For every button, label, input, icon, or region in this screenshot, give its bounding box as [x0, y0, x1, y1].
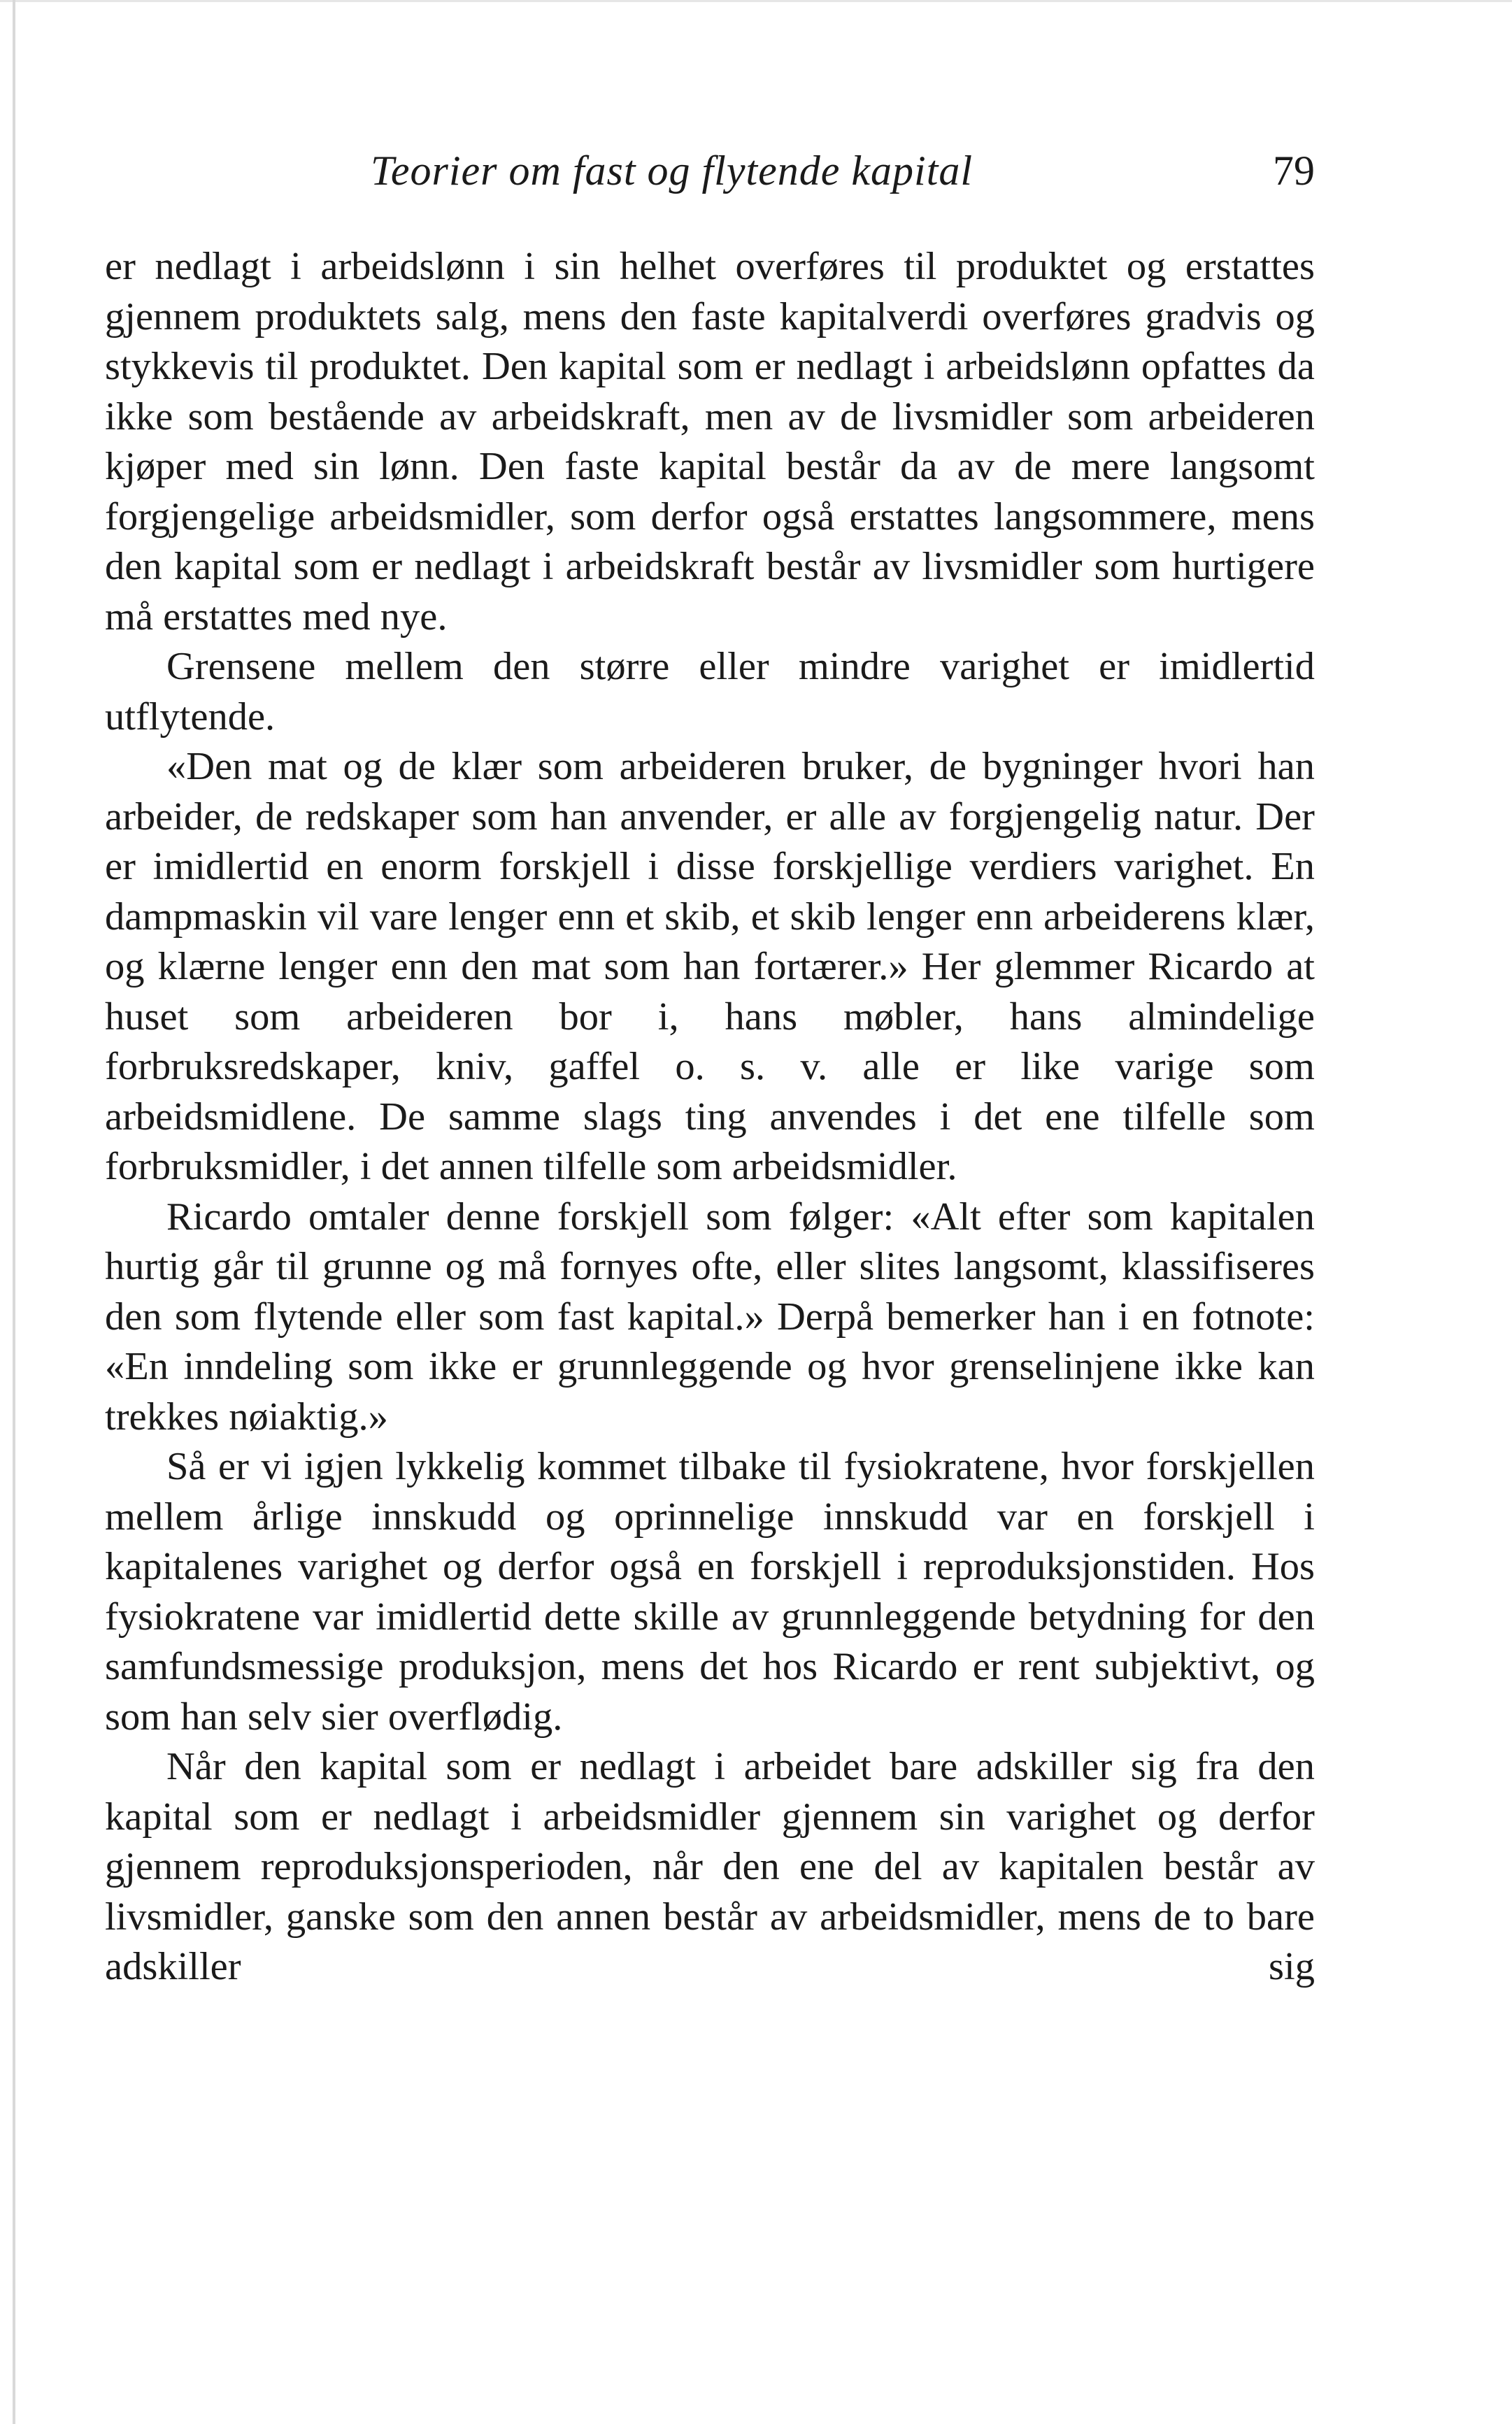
paragraph: «Den mat og de klær som arbeideren bruker, de bygninger hvori han arbeider, de redskaper som han anvender, er alle av forgjengelig natur. Der er imidlertid en enorm forskjell i disse forskjellige verdiers varighet. En dampmaskin vil vare lenger enn et skib, et skib lenger enn arbeiderens klær, og klærne lenger enn den mat som han fortærer.» Her glemmer Ricardo at huset som arbeideren bor i, hans møbler, hans almindelige forbruksredskaper, kniv, gaffel o. s. v. alle er like varige som arbeidsmidlene. De samme slags ting anvendes i det ene tilfelle som forbruksmidler, i det annen tilfelle som arbeidsmidler.: [105, 745, 1315, 1188]
paragraph: Ricardo omtaler denne forskjell som følger: «Alt efter som kapitalen hurtig går til grunne og må fornyes ofte, eller slites langsomt, klassifiseres den som flytende eller som fast kapital.» Derpå bemerker han i en fotnote: «En inndeling som ikke er grunnleggende og hvor grenselinjene ikke kan trekkes nøiaktig.»: [105, 1195, 1315, 1439]
running-title: Teorier om fast og flytende kapital: [371, 148, 973, 194]
paragraph-last: Når den kapital som er nedlagt i arbeidet bare adskiller sig fra den kapital som er nedlagt i arbeidsmidler gjennem sin varighet og derfor gjennem reproduksjonsperioden, når den ene del av kapitalen består av livsmidler, ganske som den annen består av arbeidsmidler, mens de to bare adskiller sig: [105, 1745, 1315, 1988]
page-number: 79: [1273, 148, 1315, 194]
paragraph: Grensene mellem den større eller mindre varighet er imidlertid utflytende.: [105, 645, 1315, 739]
scan-border-top: [0, 0, 1512, 2]
body-text: [105, 242, 1315, 1992]
book-page: [105, 140, 1315, 1992]
paragraph: er nedlagt i arbeidslønn i sin helhet overføres til produktet og erstattes gjennem produktets salg, mens den faste kapitalverdi overføres gradvis og stykkevis til produktet. Den kapital som er nedlagt i arbeidslønn opfattes da ikke som bestående av arbeidskraft, men av de livsmidler som arbeideren kjøper med sin lønn. Den faste kapital består da av de mere langsomt forgjengelige arbeidsmidler, som derfor også erstattes langsommere, mens den kapital som er nedlagt i arbeidskraft består av livsmidler som hurtigere må erstattes med nye.: [105, 245, 1315, 639]
running-head: [105, 140, 1315, 207]
scan-border-left: [13, 0, 15, 2424]
paragraph: Så er vi igjen lykkelig kommet tilbake til fysiokratene, hvor forskjellen mellem årlige innskudd og oprinnelige innskudd var en forskjell i kapitalenes varighet og derfor også en forskjell i reproduksjonstiden. Hos fysiokratene var imidlertid dette skille av grunnleggende betydning for den samfundsmessige produksjon, mens det hos Ricardo er rent subjektivt, og som han selv sier overflødig.: [105, 1445, 1315, 1739]
